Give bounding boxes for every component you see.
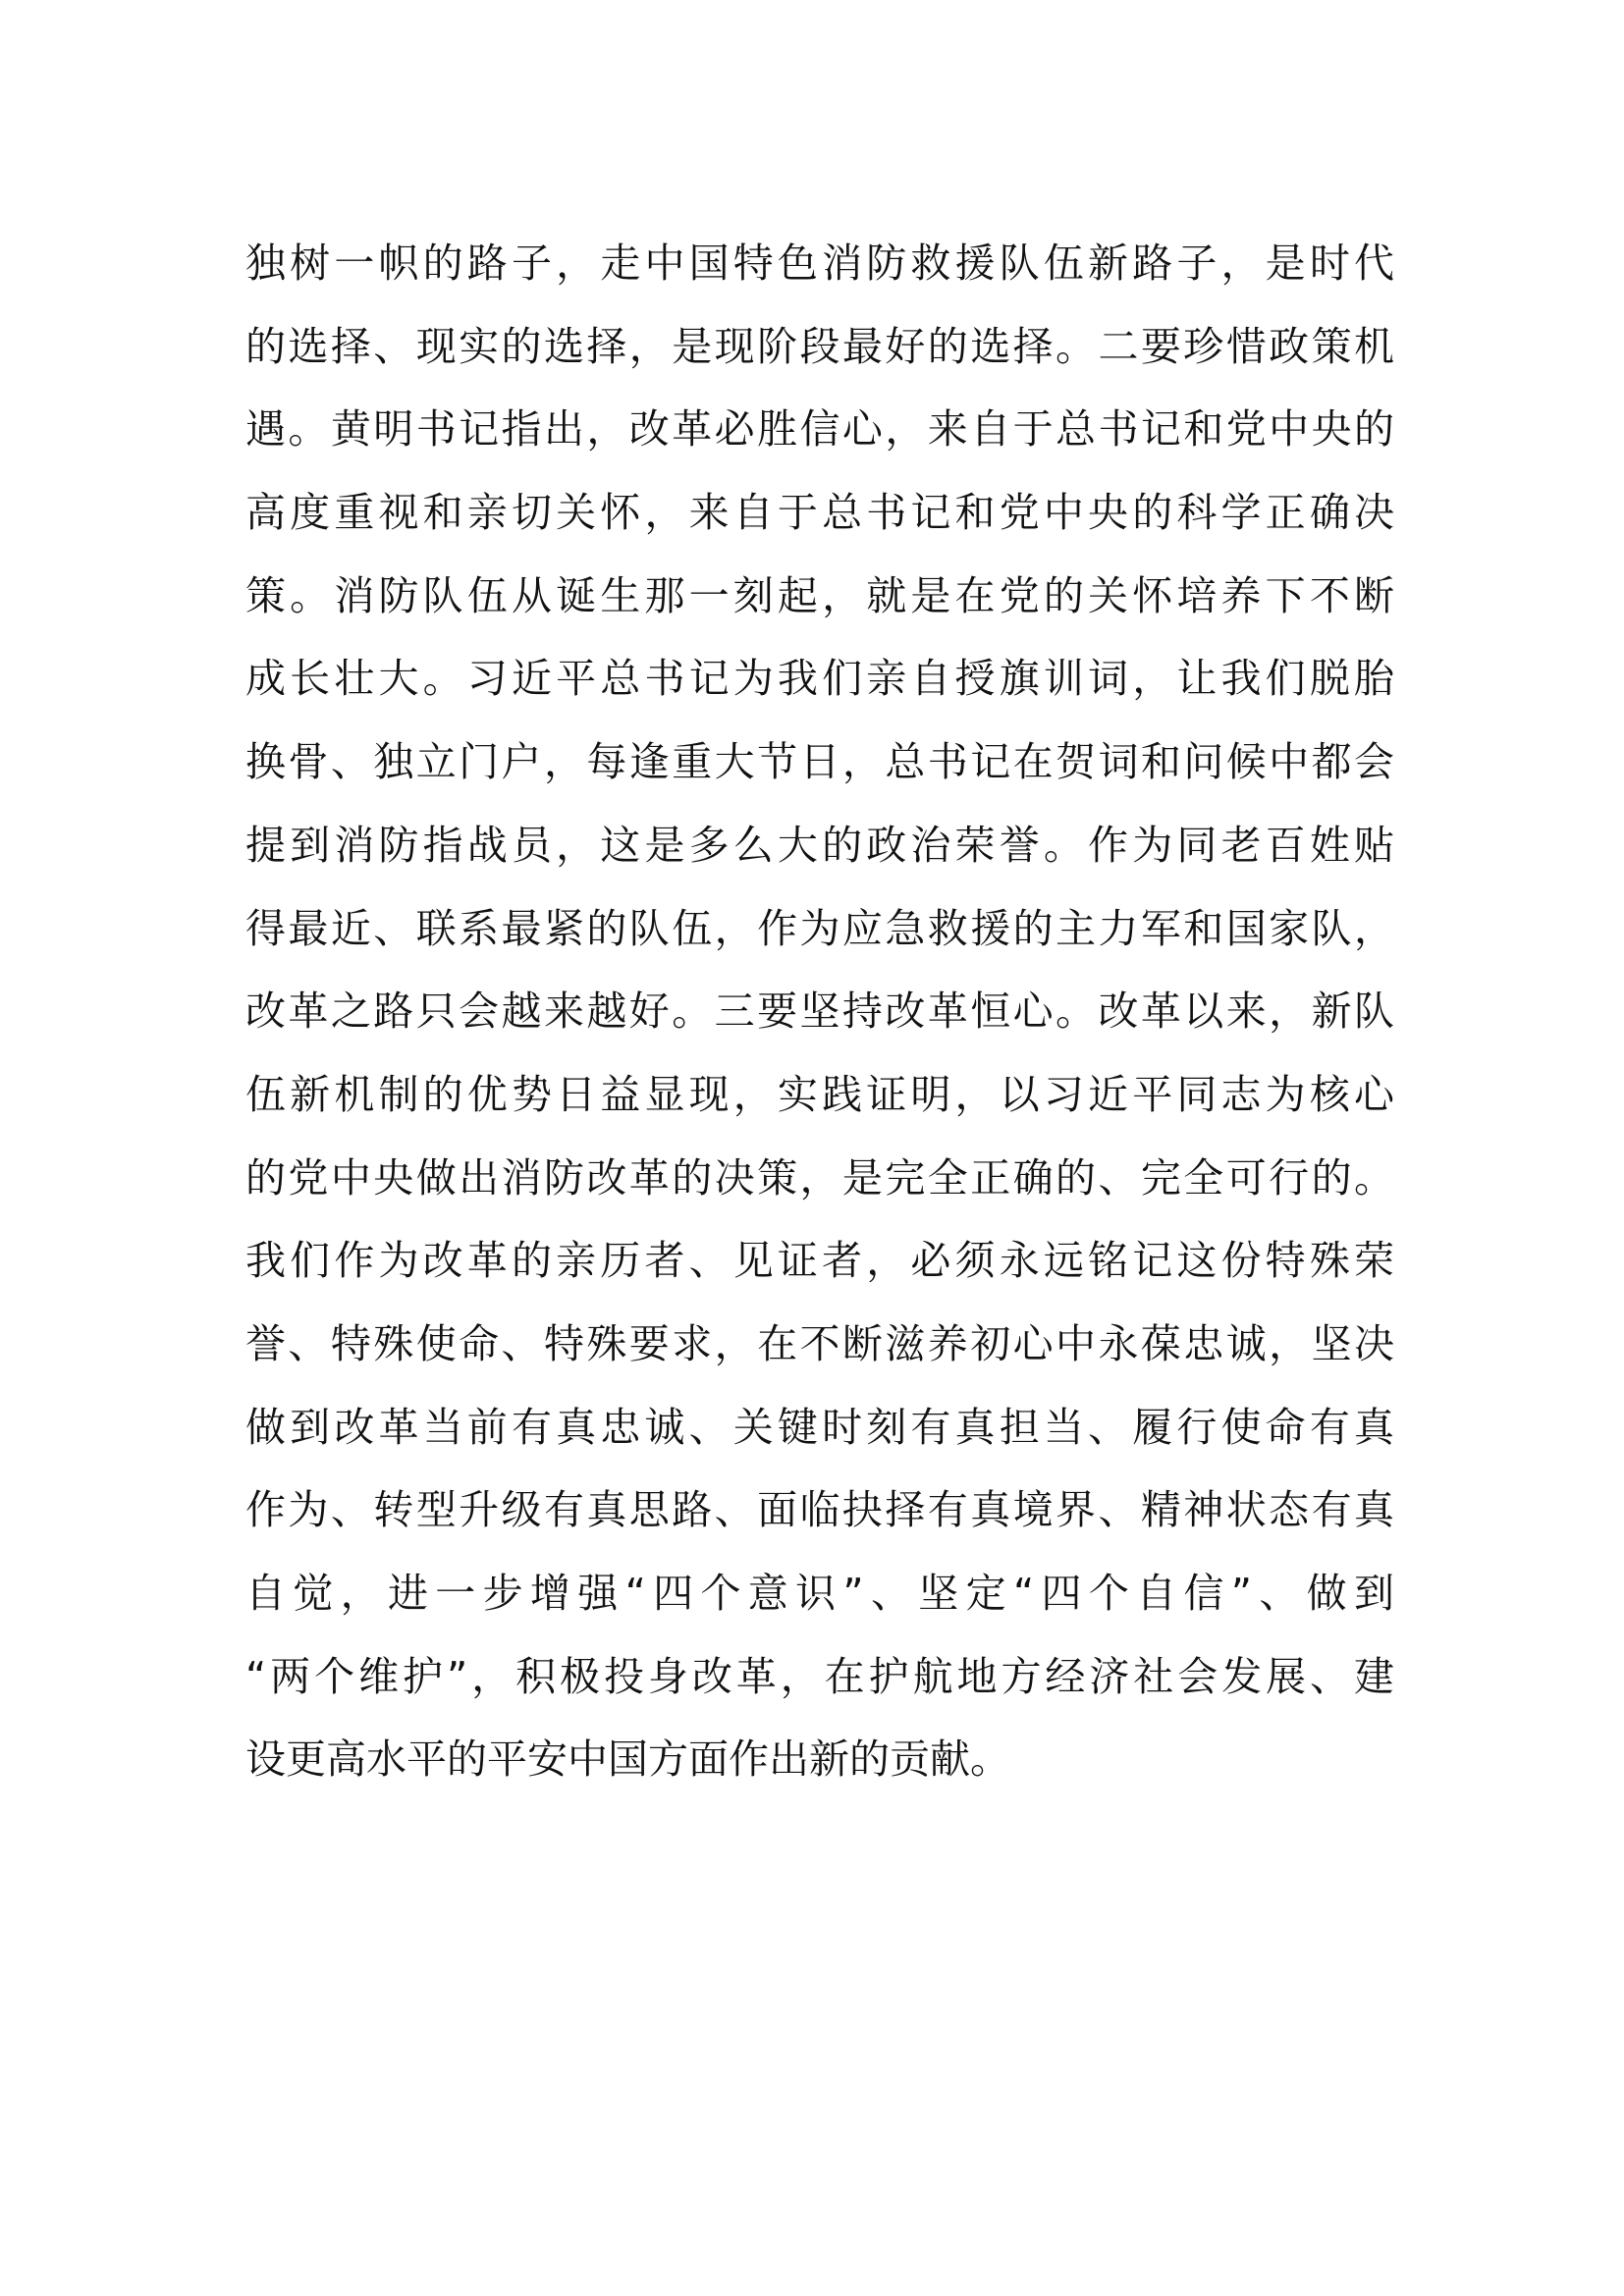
paragraph-line: 提到消防指战员，这是多么大的政治荣誉。作为同老百姓贴 [245,821,1394,869]
paragraph-line: “两个维护”，积极投身改革，在护航地方经济社会发展、建 [245,1652,1394,1700]
paragraph-line-last: 设更高水平的平安中国方面作出新的贡献。 [245,1735,1010,1784]
paragraph-line: 伍新机制的优势日益显现，实践证明，以习近平同志为核心 [245,1070,1394,1118]
paragraph-line: 做到改革当前有真忠诚、关键时刻有真担当、履行使命有真 [245,1403,1394,1451]
paragraph-line: 高度重视和亲切关怀，来自于总书记和党中央的科学正确决 [245,489,1394,537]
paragraph-line: 作为、转型升级有真思路、面临抉择有真境界、精神状态有真 [245,1486,1394,1534]
paragraph-line: 的党中央做出消防改革的决策，是完全正确的、完全可行的。 [245,1153,1394,1201]
paragraph-line: 得最近、联系最紧的队伍，作为应急救援的主力军和国家队， [245,904,1394,952]
paragraph-line: 成长壮大。习近平总书记为我们亲自授旗训词，让我们脱胎 [245,655,1394,703]
paragraph-line: 策。消防队伍从诞生那一刻起，就是在党的关怀培养下不断 [245,571,1394,619]
paragraph-line: 换骨、独立门户，每逢重大节日，总书记在贺词和问候中都会 [245,738,1394,786]
paragraph-line: 的选择、现实的选择，是现阶段最好的选择。二要珍惜政策机 [245,322,1394,370]
paragraph-line: 自觉，进一步增强“四个意识”、坚定“四个自信”、做到 [245,1570,1394,1617]
paragraph-line: 誉、特殊使命、特殊要求，在不断滋养初心中永葆忠诚，坚决 [245,1319,1394,1367]
paragraph-line: 我们作为改革的亲历者、见证者，必须永远铭记这份特殊荣 [245,1237,1394,1285]
paragraph-line: 遇。黄明书记指出，改革必胜信心，来自于总书记和党中央的 [245,405,1394,454]
paragraph-line: 改革之路只会越来越好。三要坚持改革恒心。改革以来，新队 [245,988,1394,1036]
paragraph-line: 独树一帜的路子，走中国特色消防救援队伍新路子，是时代 [245,240,1394,287]
body-paragraph [245,222,1394,1801]
